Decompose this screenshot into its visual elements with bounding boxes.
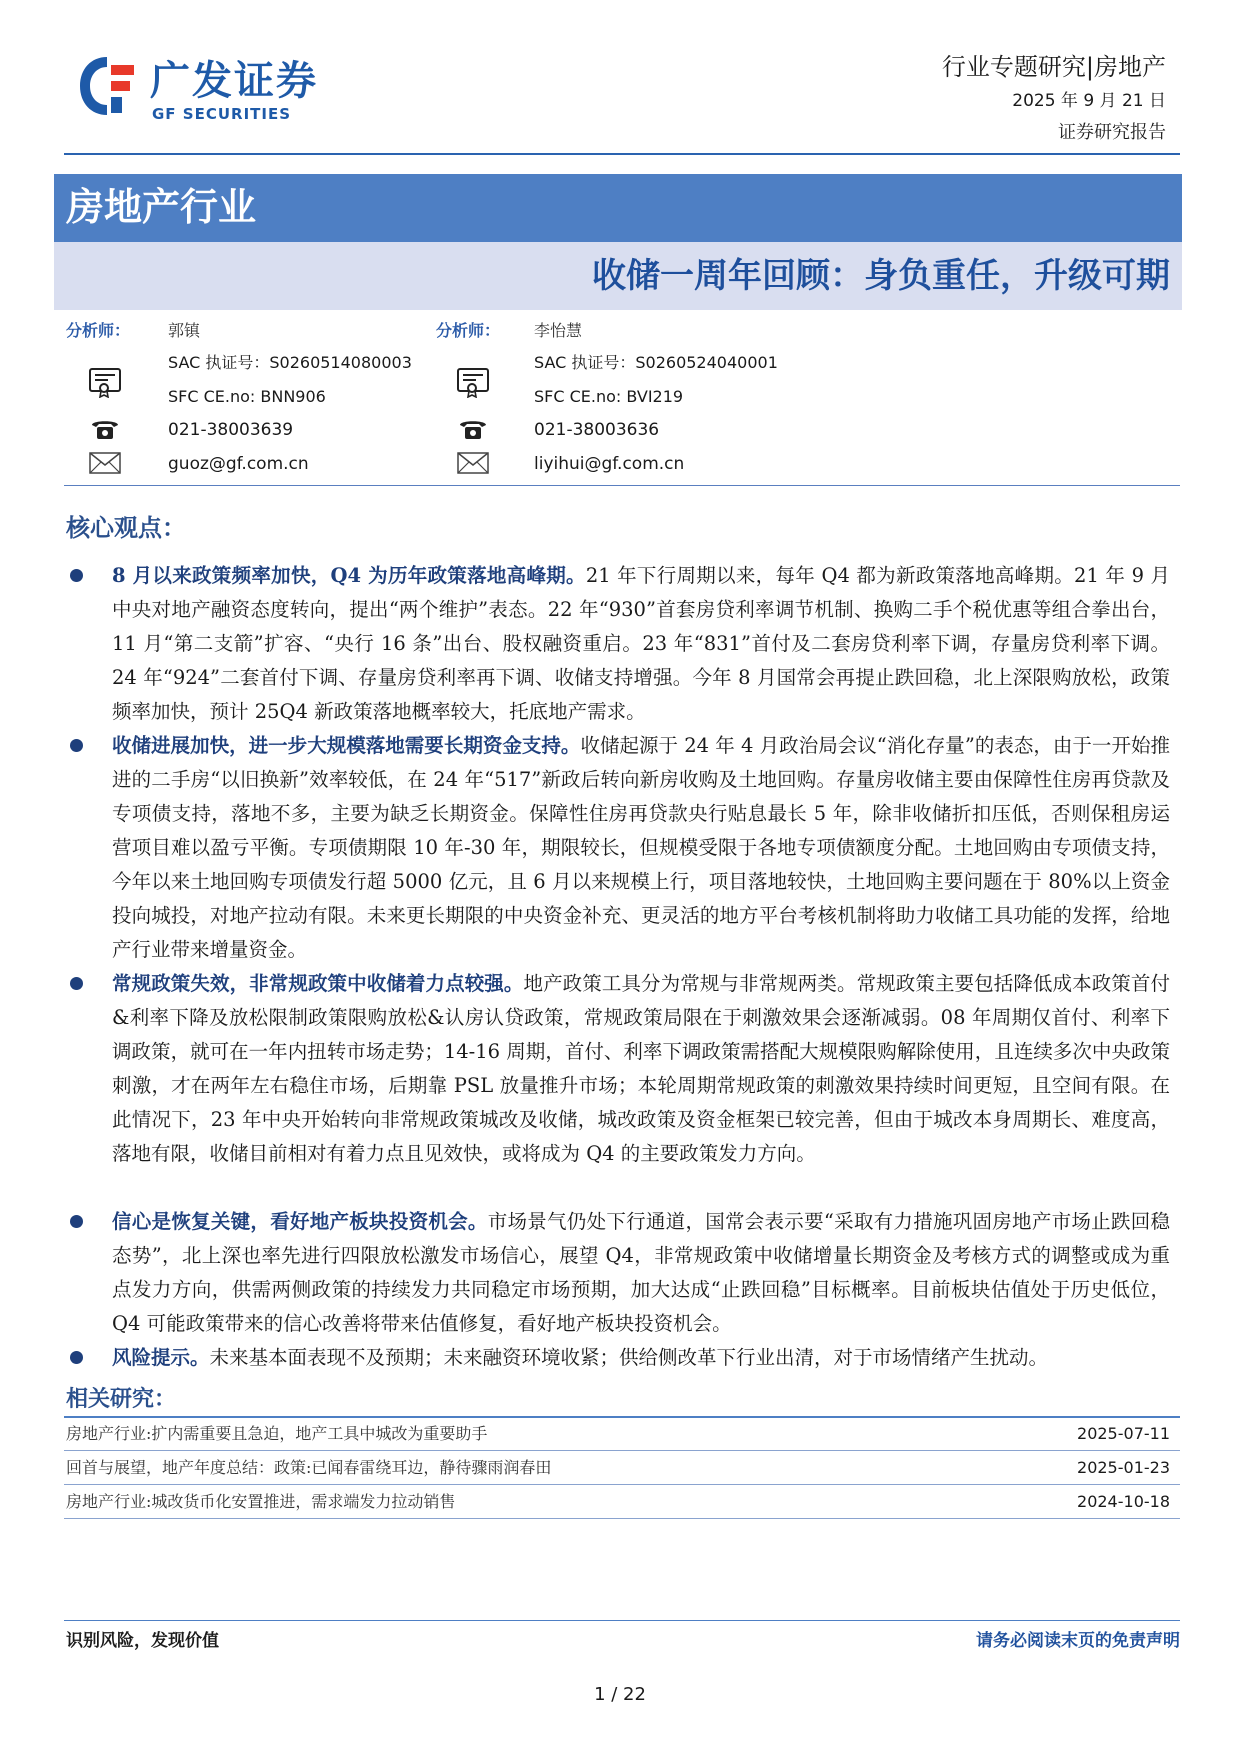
analyst-name: 郭镇 xyxy=(168,321,201,340)
analyst-sfc: SFC CE.no: BNN906 xyxy=(168,387,326,406)
footer-slogan: 识别风险，发现价值 xyxy=(66,1631,219,1651)
brand-name-cn: 广发证券 xyxy=(150,58,318,104)
bullet-headline: 信心是恢复关键，看好地产板块投资机会。 xyxy=(112,1210,488,1233)
core-views-title: 核心观点： xyxy=(66,513,186,542)
bullet-body: 21 年下行周期以来，每年 Q4 都为新政策落地高峰期。21 年 9 月中央对地产融资态度转向，提出“两个维护”表态。22 年“930”首套房贷利率调节机制、换购二手个税优惠等组合拳出台，11 月“第二支箭”扩容、“央行 16 条”出台、股权融资重启。23 年“831”首付及二套房贷利率下调，存量房贷利率下调。24 年“924”二套首付下调、存量房贷利率再下调、收储支持增强。今年 8 月国常会再提止跌回稳，北上深限购放松，政策频率加快，预计 25Q4 新政策落地概率较大，托底地产需求。 xyxy=(112,564,1171,723)
bullet-headline: 常规政策失效，非常规政策中收储着力点较强。 xyxy=(112,972,524,995)
page-number: 1 / 22 xyxy=(594,1684,646,1705)
analyst-email[interactable]: guoz@gf.com.cn xyxy=(168,454,309,474)
related-research-title: 相关研究： xyxy=(66,1386,177,1412)
related-item-date: 2025-01-23 xyxy=(1077,1458,1170,1477)
related-item[interactable] xyxy=(66,1488,1170,1516)
analyst-sac: SAC 执证号：S0260514080003 xyxy=(168,353,412,372)
report-subtitle: 收储一周年回顾：身负重任，升级可期 xyxy=(592,256,1170,296)
industry-title: 房地产行业 xyxy=(66,184,257,229)
bullet-headline: 风险提示。 xyxy=(112,1346,210,1369)
bullet-icon xyxy=(70,1351,83,1364)
related-divider xyxy=(64,1416,1180,1418)
core-bullet xyxy=(112,559,1170,729)
related-item[interactable] xyxy=(66,1420,1170,1448)
gf-logo-icon xyxy=(78,55,136,117)
analyst-label: 分析师： xyxy=(66,321,131,340)
analyst-sfc: SFC CE.no: BVI219 xyxy=(534,387,684,406)
telephone-icon xyxy=(458,417,488,441)
related-item-date: 2024-10-18 xyxy=(1077,1492,1170,1511)
core-bullet xyxy=(112,1205,1170,1341)
core-bullet xyxy=(112,729,1170,967)
analyst-label: 分析师： xyxy=(436,321,501,340)
related-divider xyxy=(64,1484,1180,1485)
telephone-icon xyxy=(90,417,120,441)
footer-disclaimer: 请务必阅读末页的免责声明 xyxy=(976,1631,1180,1651)
analyst-phone: 021-38003639 xyxy=(168,420,294,440)
related-item-title: 回首与展望，地产年度总结：政策:已闻春雷绕耳边，静待骤雨润春田 xyxy=(66,1458,552,1477)
certificate-icon xyxy=(88,366,122,398)
related-item[interactable] xyxy=(66,1454,1170,1482)
report-date: 2025 年 9 月 21 日 xyxy=(1012,91,1166,111)
report-type: 证券研究报告 xyxy=(1058,122,1166,143)
bullet-headline: 收储进展加快，进一步大规模落地需要长期资金支持。 xyxy=(112,734,581,757)
email-icon xyxy=(89,452,121,474)
brand-name-en: GF SECURITIES xyxy=(152,105,292,123)
bullet-icon xyxy=(70,569,83,582)
certificate-icon xyxy=(456,366,490,398)
bullet-body: 地产政策工具分为常规与非常规两类。常规政策主要包括降低成本政策首付&利率下降及放松限制政策限购放松&认房认贷政策，常规政策局限在于刺激效果会逐渐减弱。08 年周期仅首付、利率下调政策，就可在一年内扭转市场走势；14-16 周期，首付、利率下调政策需搭配大规模限购解除使用，且连续多次中央政策刺激，才在两年左右稳住市场，后期靠 PSL 放量推升市场；本轮周期常规政策的刺激效果持续时间更短，且空间有限。在此情况下，23 年中央开始转向非常规政策城改及收储，城改政策及资金框架已较完善，但由于城改本身周期长、难度高，落地有限，收储目前相对有着力点且见效快，或将成为 Q4 的主要政策发力方向。 xyxy=(112,972,1170,1165)
bullet-headline: 8 月以来政策频率加快，Q4 为历年政策落地高峰期。 xyxy=(112,564,586,587)
footer-divider xyxy=(64,1620,1180,1621)
analyst-email[interactable]: liyihui@gf.com.cn xyxy=(534,454,685,474)
bullet-icon xyxy=(70,739,83,752)
related-item-title: 房地产行业:扩内需重要且急迫，地产工具中城改为重要助手 xyxy=(66,1424,488,1443)
core-bullet xyxy=(112,967,1170,1171)
bullet-body: 收储起源于 24 年 4 月政治局会议“消化存量”的表态，由于一开始推进的二手房“以旧换新”效率较低，在 24 年“517”新政后转向新房收购及土地回购。存量房收储主要由保障性住房再贷款及专项债支持，落地不多，主要为缺乏长期资金。保障性住房再贷款央行贴息最长 5 年，除非收储折扣压低，否则保租房运营项目难以盈亏平衡。专项债期限 10 年-30 年，期限较长，但规模受限于各地专项债额度分配。土地回购由专项债支持，今年以来土地回购专项债发行超 5000 亿元，且 6 月以来规模上行，项目落地较快，土地回购主要问题在于 80%以上资金投向城投，对地产拉动有限。未来更长期限的中央资金补充、更灵活的地方平台考核机制将助力收储工具功能的发挥，给地产行业带来增量资金。 xyxy=(112,734,1170,961)
header-divider xyxy=(64,153,1180,155)
bullet-body: 未来基本面表现不及预期；未来融资环境收紧；供给侧改革下行业出清，对于市场情绪产生扰动。 xyxy=(209,1346,1049,1369)
analyst-divider xyxy=(64,485,1180,486)
analyst-sac: SAC 执证号：S0260524040001 xyxy=(534,353,778,372)
bullet-icon xyxy=(70,1215,83,1228)
related-divider xyxy=(64,1450,1180,1451)
related-item-title: 房地产行业:城改货币化安置推进，需求端发力拉动销售 xyxy=(66,1492,456,1511)
email-icon xyxy=(457,452,489,474)
analyst-phone: 021-38003636 xyxy=(534,420,660,440)
bullet-body: 市场景气仍处下行通道，国常会表示要“采取有力措施巩固房地产市场止跌回稳态势”，北上深也率先进行四限放松激发市场信心，展望 Q4，非常规政策中收储增量长期资金及考核方式的调整或成为重点发力方向，供需两侧政策的持续发力共同稳定市场预期，加大达成“止跌回稳”目标概率。目前板块估值处于历史低位，Q4 可能政策带来的信心改善将带来估值修复，看好地产板块投资机会。 xyxy=(112,1210,1170,1335)
related-item-date: 2025-07-11 xyxy=(1077,1424,1170,1443)
analyst-name: 李怡慧 xyxy=(534,321,583,340)
core-bullet xyxy=(112,1341,1170,1375)
bullet-icon xyxy=(70,977,83,990)
report-category: 行业专题研究|房地产 xyxy=(941,53,1166,81)
related-divider xyxy=(64,1518,1180,1519)
